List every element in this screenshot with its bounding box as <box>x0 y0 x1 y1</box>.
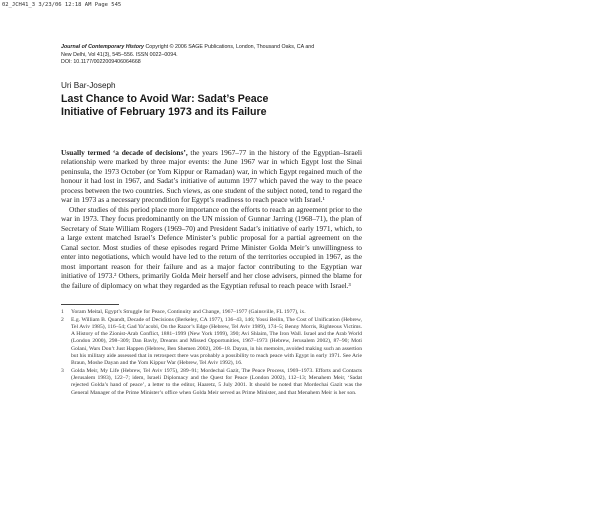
footnote-divider <box>61 304 119 305</box>
journal-doi: DOI: 10.1177/0022009406064668 <box>61 59 141 66</box>
paragraph-text: the years 1967–77 in the history of the Egyptian–Israeli relationship were marked by three major events: the June 1967 war in which Egypt lost the Sinai peninsula, the 1973 October (or Yom Kippur or Ramadan) war, in which Egypt regained much of the honour it had lost in 1967, and Sadat’s initiative of autumn 1977 which paved the way to the peace process between the two countries. Such views, as one student of the subject noted, tend to regard the war in 1973 as a necessary precondition for Egypt’s readiness to reach peace with Israel.¹ <box>61 147 362 205</box>
footnotes <box>61 309 362 397</box>
article-page <box>61 44 362 397</box>
footnote <box>61 368 362 397</box>
journal-header <box>61 44 362 67</box>
title-line-2: Initiative of February 1973 and its Failure <box>61 105 267 118</box>
journal-title: Journal of Contemporary History <box>61 44 144 50</box>
title-line-1: Last Chance to Avoid War: Sadat’s Peace <box>61 92 269 105</box>
footnote-text: Golda Meir, My Life (Hebrew, Tel Aviv 1975), 289–91; Mordechai Gazit, The Peace Process, 1969–1973. Efforts and Contacts (Jerusalem 1983), 122–7; idem, Israeli Diplomacy and the Quest for Peace (London 2002), 112–13; Menahem Meir, ‘Sadat rejected Golda’s hand of peace’, a letter to the editor, Haaretz, 5 July 2001. It should be noted that Mordechai Gazit was the General Manager of the Prime Minister’s office when Golda Meir served as Prime Minister, and that Menahem Meir is her son. <box>71 367 362 396</box>
footnote-number: 2 <box>61 316 64 323</box>
body-paragraph-1 <box>61 148 362 205</box>
paragraph-lead: Usually termed ‘a decade of decisions’, <box>61 147 188 157</box>
footnote-number: 1 <box>61 309 64 316</box>
journal-line-2: New Delhi, Vol 41(3), 545–556. ISSN 0022–0094. <box>61 51 178 58</box>
footnote <box>61 309 362 316</box>
footnote <box>61 317 362 368</box>
journal-line-1 <box>61 44 362 52</box>
body-paragraph-2: Other studies of this period place more importance on the efforts to reach an agreement prior to the war in 1973. They focus predominantly on the UN mission of Gunnar Jarring (1968–71), the plan of Secretary of State William Rogers (1969–70) and President Sadat’s initiative of early 1971, which, to a large extent matched Israel’s Defence Minister’s public proposal for a partial agreement on the Canal sector. Most studies of these episodes regard Prime Minister Golda Meir’s unwillingness to enter into negotiations, which would have led to the return of the territories occupied in 1967, as the most important reason for their failure and as a major factor contributing to the Egyptian war initiative of 1973.² Others, primarily Golda Meir herself and her close advisers, pinned the blame for the failure of diplomacy on what they regarded as the Egyptian refusal to reach peace with Israel.³ <box>61 204 362 290</box>
journal-copyright: Copyright © 2006 SAGE Publications, London, Thousand Oaks, CA and <box>144 44 315 50</box>
footnote-text: Yoram Meital, Egypt’s Struggle for Peace, Continuity and Change, 1967–1977 (Gainsville, FL 1977), ix. <box>71 309 306 316</box>
article-body <box>61 148 362 291</box>
article-author: Uri Bar-Joseph <box>61 80 116 90</box>
article-title <box>61 93 362 119</box>
footnote-number: 3 <box>61 367 64 374</box>
print-slug: 02_JCH41_3 3/23/06 12:18 AM Page 545 <box>2 2 122 8</box>
footnote-text: E.g. William B. Quandt, Decade of Decisions (Berkeley, CA 1977), 136–43, 146; Yossi Beilin, The Cost of Unification (Hebrew, Tel Aviv 1985), 116–54; Gad Ya’acobi, On the Razor’s Edge (Hebrew, Tel Aviv 1989), 174–5; Benny Morris, Righteous Victims. A History of the Zionist-Arab Conflict, 1881–1999 (New York 1999), 390; Avi Shlaim, The Iron Wall. Israel and the Arab World (London 2000), 298–309; Dan Bavly, Dreams and Missed Opportunities, 1967–1973 (Hebrew, Jerusalem 2002), 87–90; Moti Golani, Wars Don’t Just Happen (Hebrew, Ben Shemen 2002), 206–18. Dayan, in his memoirs, avoided making such an assertion but his military aide assessed that in retrospect there was probably a possibility to reach peace with Egypt in early 1971. See Arie Braun, Moshe Dayan and the Yom Kippur War (Hebrew, Tel Aviv 1992), 16. <box>71 316 362 367</box>
